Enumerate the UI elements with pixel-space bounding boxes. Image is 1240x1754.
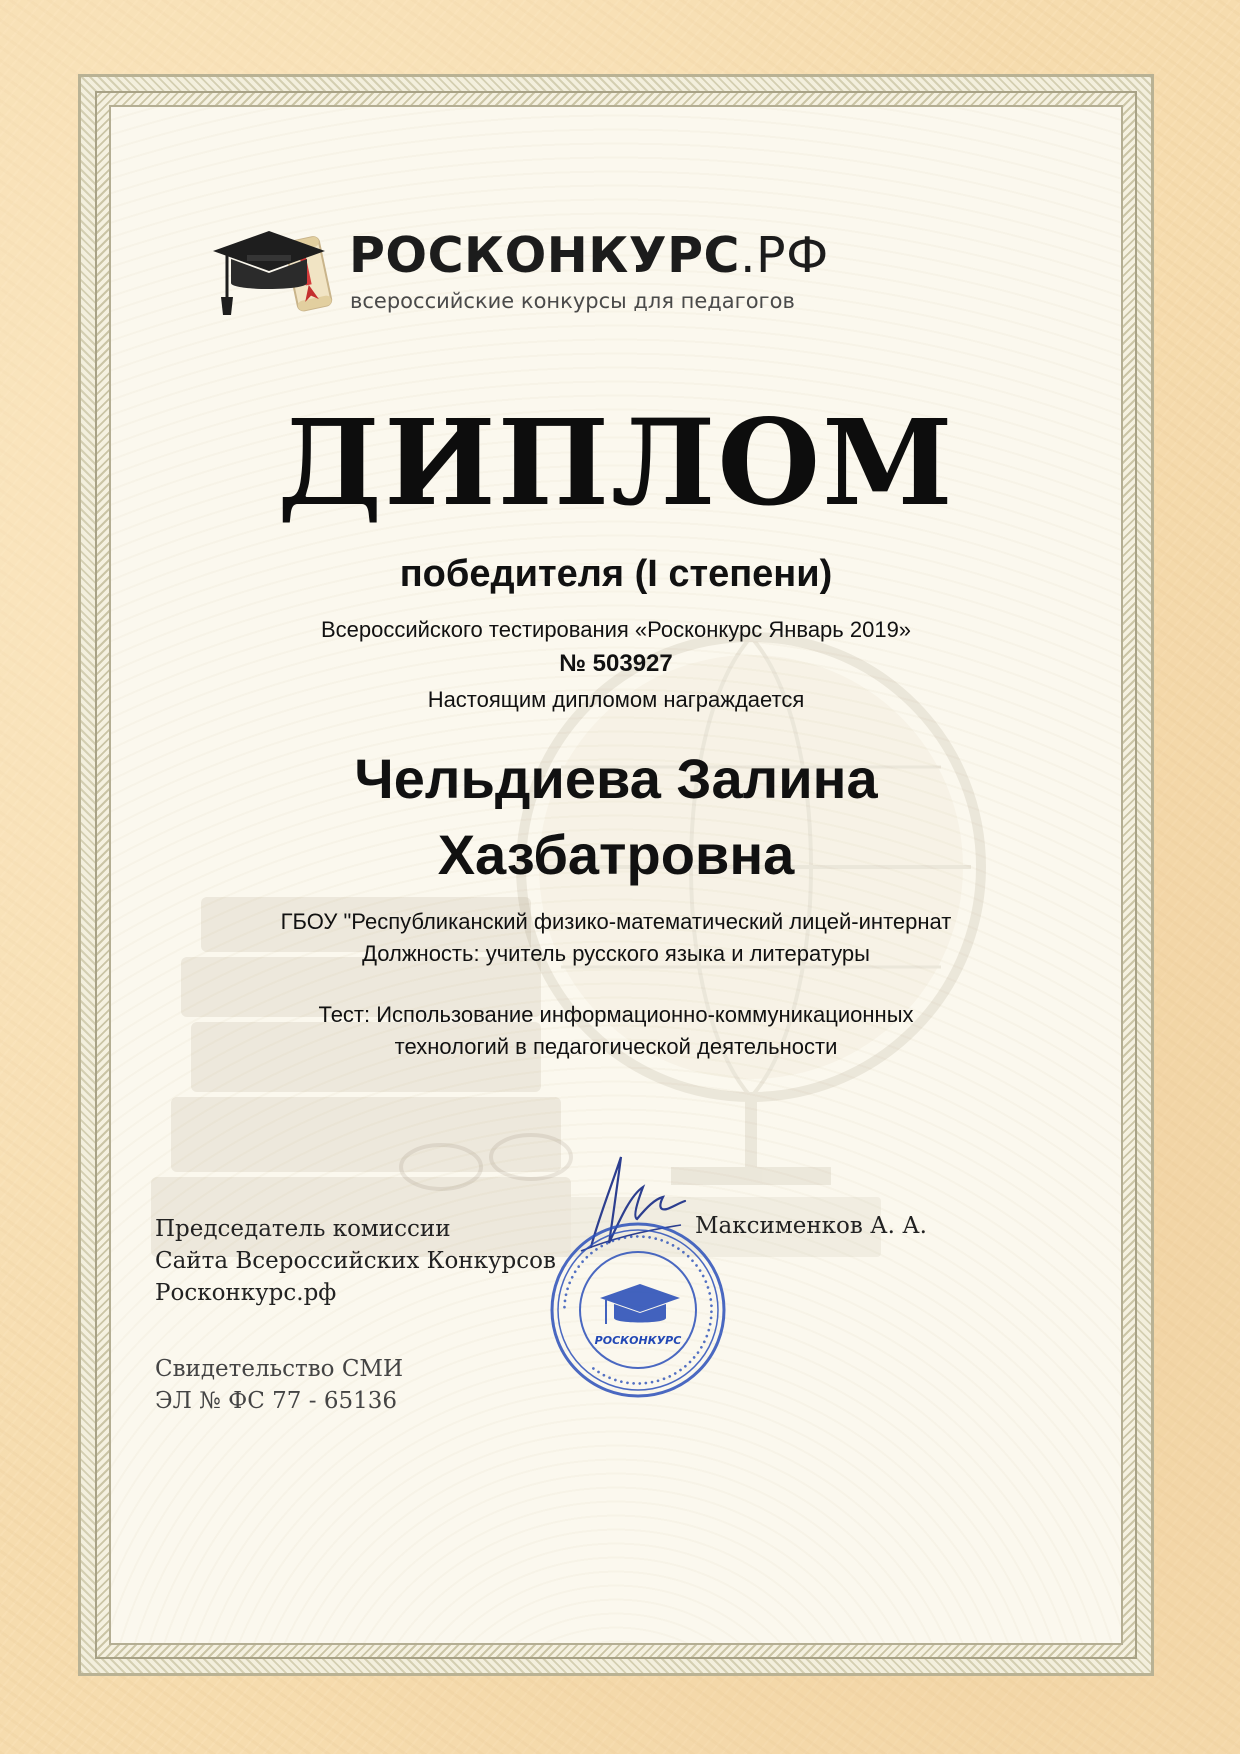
chair-title-line2: Сайта Всероссийских Конкурсов (155, 1248, 556, 1274)
diploma-number: № 503927 (559, 650, 673, 677)
diploma-degree: победителя (I степени) (399, 553, 833, 595)
graduation-cap-diploma-icon (207, 217, 347, 322)
recipient-position: Должность: учитель русского языка и литературы (362, 941, 870, 966)
stamp-graduation-cap-icon (600, 1284, 680, 1324)
media-certificate-line2: ЭЛ № ФС 77 - 65136 (155, 1388, 398, 1414)
test-name (111, 999, 1121, 1063)
official-stamp (548, 1220, 728, 1400)
test-name-line1: Тест: Использование информационно-коммуникационных (318, 1002, 914, 1027)
brand-name (349, 227, 829, 284)
media-certificate-line1: Свидетельство СМИ (155, 1356, 404, 1382)
chair-title-line3: Росконкурс.рф (155, 1280, 337, 1306)
recipient-name (111, 741, 1121, 893)
recipient-organization: ГБОУ "Республиканский физико-математический лицей-интернат (280, 909, 952, 934)
chair-title-line1: Председатель комиссии (155, 1216, 451, 1242)
rosconkurs-logo (207, 217, 847, 327)
stamp-label: РОСКОНКУРС (594, 1334, 682, 1347)
signer-name: Максименков А. А. (695, 1213, 927, 1239)
commission-block (155, 1213, 556, 1417)
certificate-paper (109, 105, 1123, 1645)
awarded-text: Настоящим дипломом награждается (427, 687, 805, 712)
diploma-title: ДИПЛОМ (277, 393, 955, 532)
recipient-name-line2: Хазбатровна (437, 823, 795, 886)
recipient-name-line1: Чельдиева Залина (354, 747, 878, 810)
brand-name-main: РОСКОНКУРС (349, 227, 740, 284)
certificate-ornament-border (95, 91, 1137, 1659)
certificate-outer-border (78, 74, 1154, 1676)
brand-tagline: всероссийские конкурсы для педагогов (350, 289, 795, 313)
brand-name-suffix: .РФ (739, 227, 829, 284)
svg-text:••••••••••••••••••••••••••••••: •••••••••••••••••••••••••••••••••••••••••••••••••••••••••••••••• (559, 1231, 717, 1389)
test-name-line2: технологий в педагогической деятельности (394, 1034, 838, 1059)
event-name: Всероссийского тестирования «Росконкурс Январь 2019» (320, 617, 912, 642)
